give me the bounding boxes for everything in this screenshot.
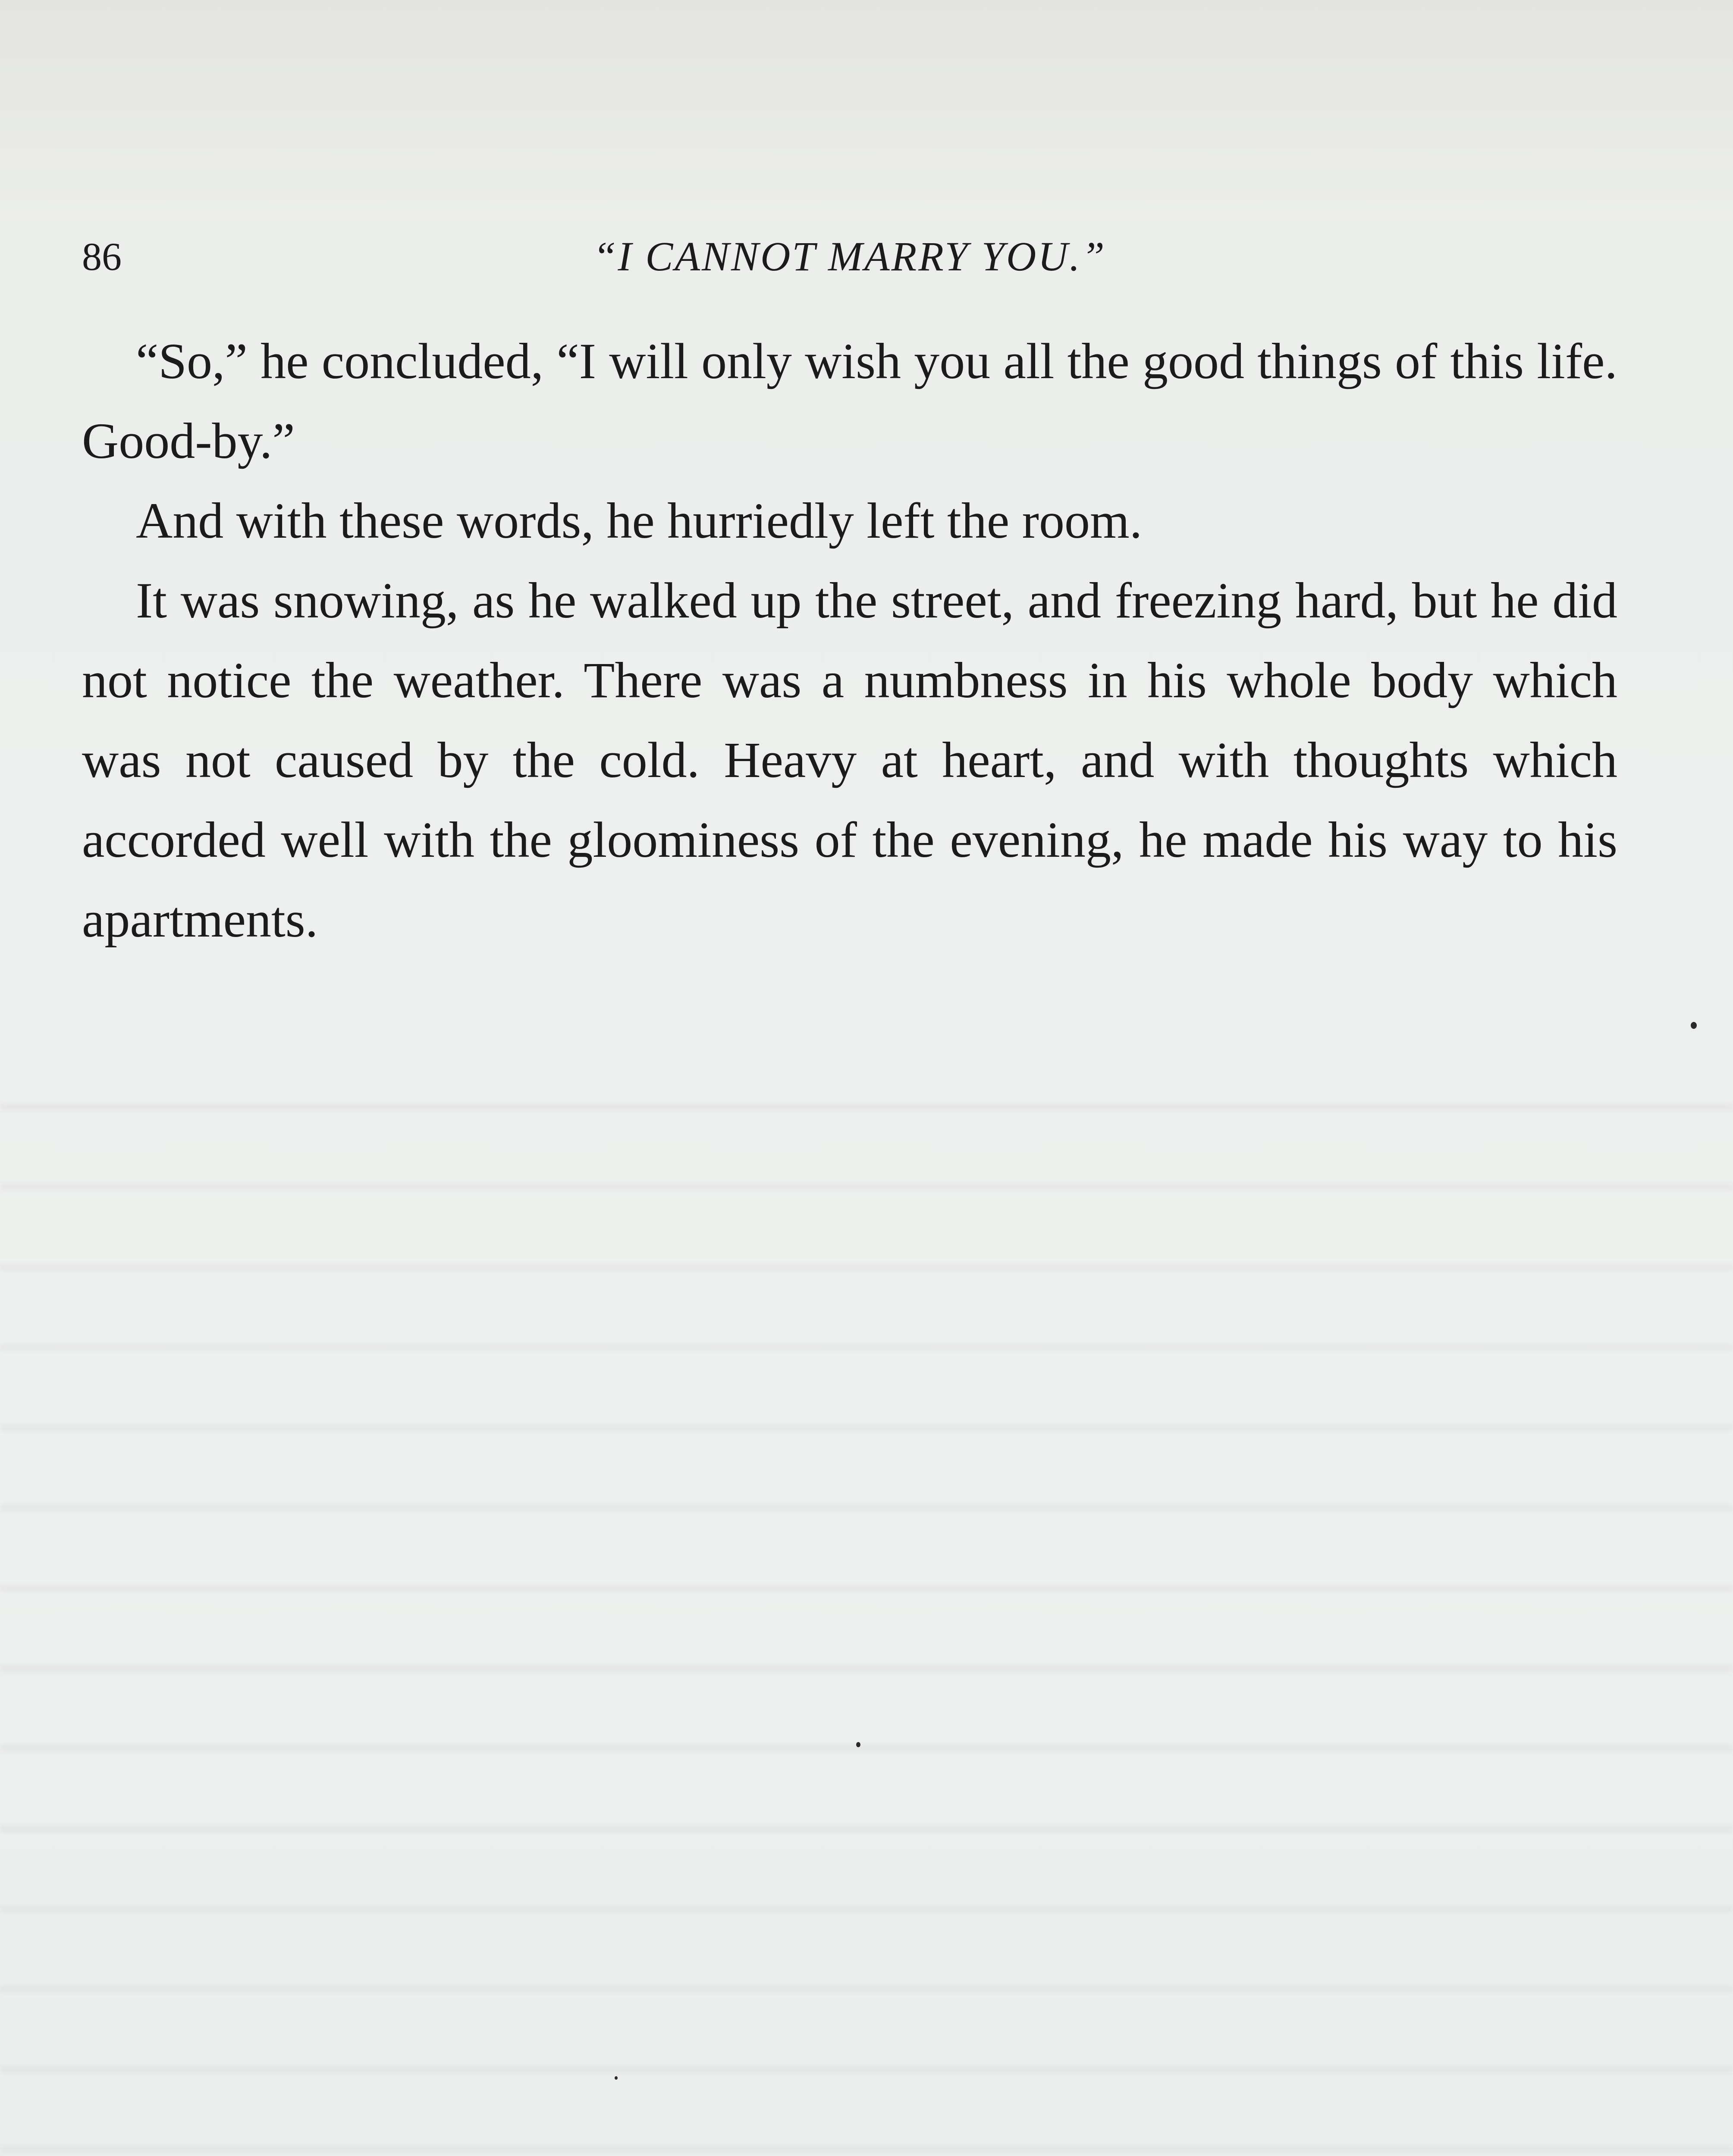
paragraph: And with these words, he hurriedly left the room. [136,492,1143,549]
running-head [82,229,1617,285]
paper-speck [1691,1022,1697,1029]
page-number: 86 [82,235,122,279]
paper-speck [856,1742,860,1747]
paper-speck [615,2076,618,2080]
running-title: “I CANNOT MARRY YOU.” [593,233,1107,279]
body-text [82,321,1617,959]
paragraph: “So,” he concluded, “I will only wish you all the good things of this life. Good-by.” [82,333,1617,469]
show-through-texture [0,1056,1733,2156]
paragraph: It was snowing, as he walked up the street, and freezing hard, but he did not notice the weather. There was a numbness in his whole body which was not caused by the cold. Heavy at heart, and with thoughts which accorded well with the gloominess of the evening, he made his way to his apartments. [82,572,1617,948]
